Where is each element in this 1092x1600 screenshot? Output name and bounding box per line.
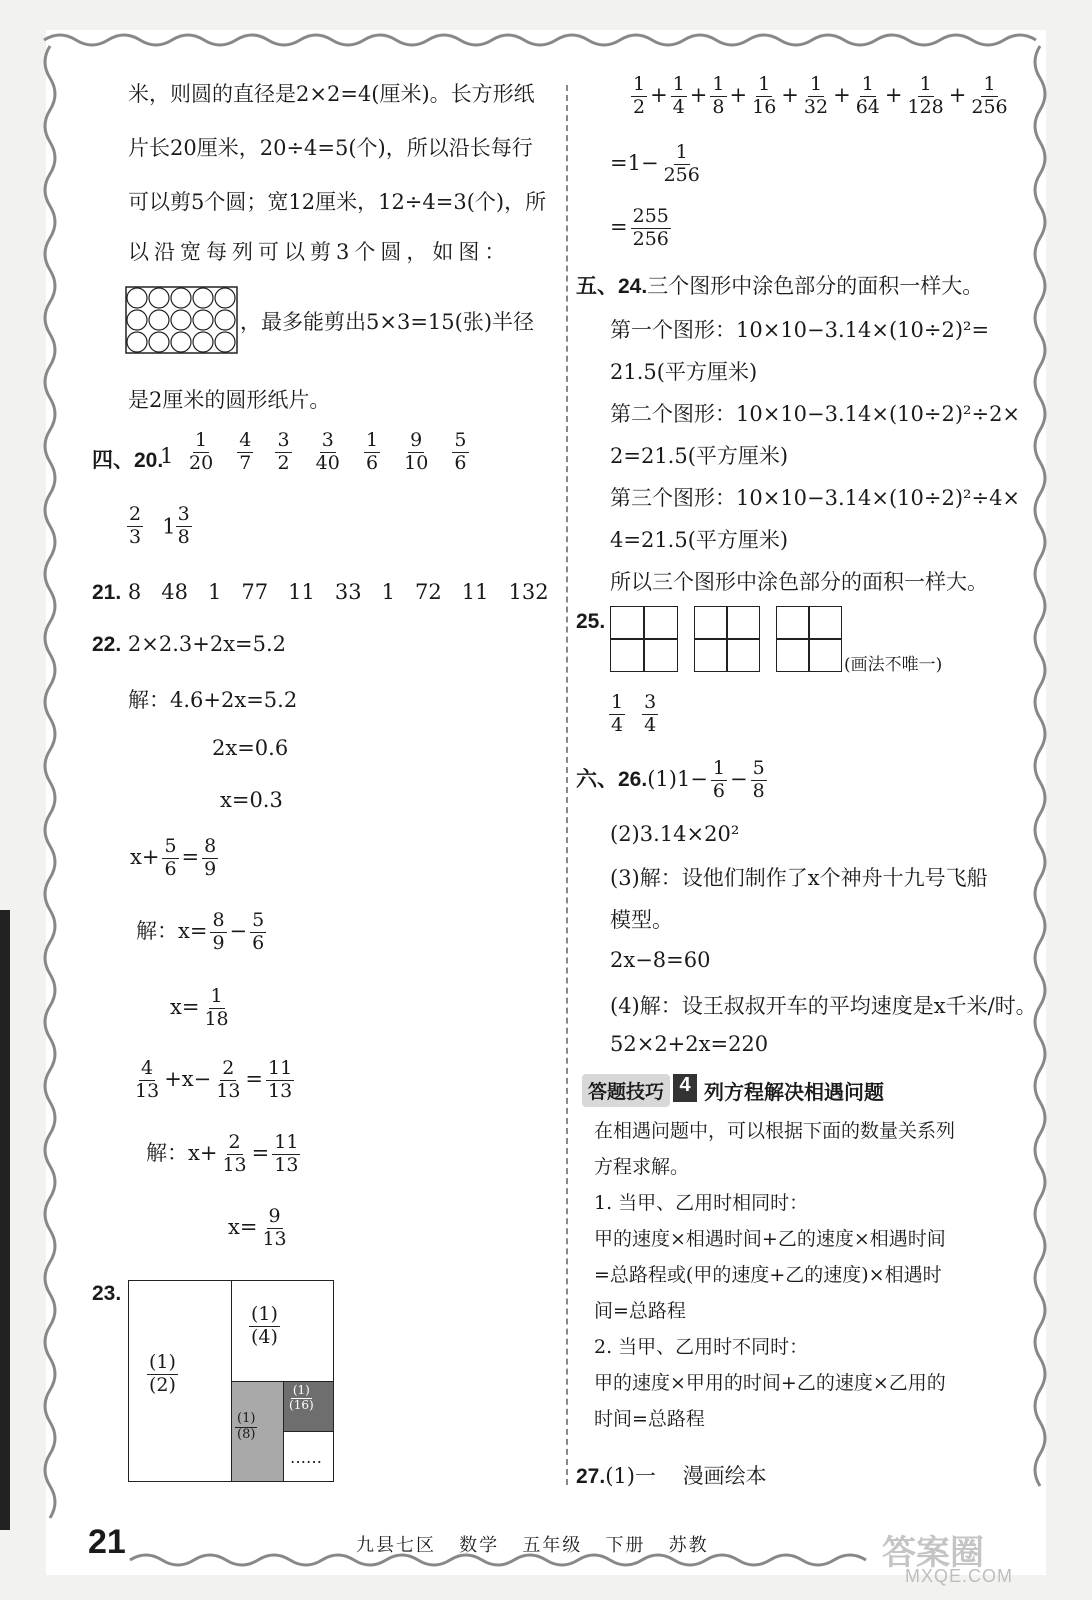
q23-label: 23.: [92, 1282, 122, 1305]
q24-line: 4=21.5(平方厘米): [610, 528, 789, 552]
q26-line: 模型。: [610, 908, 673, 932]
fraction: $\frac{1}{20}$: [189, 429, 214, 474]
circles-diagram: [125, 286, 238, 354]
q22-eq3-step: 解：x+ $\frac{2}{13}$ = $\frac{11}{13}$: [146, 1131, 299, 1176]
tip-title: 列方程解决相遇问题: [704, 1082, 884, 1104]
fraction: $\frac{2}{3}$: [129, 503, 142, 548]
sum-expression: $\frac{1}{2}$ + $\frac{1}{4}$ + $\frac{1}{8}$ + $\frac{1}{16}$ + $\frac{1}{32}$ + $\frac{1}{64}$ + $\frac{1}{128}$ + $\frac{1}{256}$: [633, 73, 1008, 118]
q24-line: 21.5(平方厘米): [610, 360, 758, 384]
q23-sixteenth-label: $\frac{(1)}{(16)}$: [289, 1383, 314, 1412]
q25-answers: $\frac{1}{4}$ $\frac{3}{4}$: [611, 691, 657, 736]
q24-line: 所以三个图形中涂色部分的面积一样大。: [610, 570, 988, 594]
tip-line: 甲的速度×相遇时间+乙的速度×相遇时间: [594, 1228, 946, 1250]
q22-eq3: $\frac{4}{13}$ +x− $\frac{2}{13}$ = $\frac{11}{13}$: [135, 1057, 293, 1102]
q24-line: 第三个图形：10×10−3.14×(10÷2)²÷4×: [610, 486, 1021, 510]
grid-line: [610, 638, 678, 640]
q25-label: 25.: [576, 610, 606, 633]
mixed-whole: 1: [162, 514, 176, 539]
q26-line: 2x−8=60: [610, 948, 711, 972]
tip-line: 间=总路程: [594, 1300, 686, 1322]
q26-line: (3)解：设他们制作了x个神舟十九号飞船: [610, 866, 988, 890]
q26-line: (4)解：设王叔叔开车的平均速度是x千米/时。: [610, 994, 1037, 1018]
tip-label: 答题技巧: [582, 1074, 670, 1107]
tip-line: 时间=总路程: [594, 1408, 705, 1430]
q22-eq3-step: x= $\frac{9}{13}$: [228, 1205, 287, 1250]
tip-number: 4: [673, 1074, 697, 1102]
q22-step: 2x=0.6: [212, 736, 289, 760]
text-line: ，最多能剪出5×3=15(张)半径: [240, 310, 535, 334]
text-line: 米，则圆的直径是2×2=4(厘米)。长方形纸: [128, 82, 535, 106]
fraction: $\frac{4}{7}$: [239, 429, 252, 474]
q21: 21. 8 48 1 77 11 33 1 72 11 132: [92, 580, 549, 604]
q22-eq2-step: 解：x= $\frac{8}{9}$ − $\frac{5}{6}$: [136, 909, 265, 954]
fraction: $\frac{3}{40}$: [315, 429, 340, 474]
sum-step: = $\frac{255}{256}$: [610, 205, 669, 250]
text-line: 片长20厘米，20÷4=5(个)，所以沿长每行: [128, 136, 533, 160]
q22-eq2: x+ $\frac{5}{6}$ = $\frac{8}{9}$: [130, 835, 217, 880]
q20-answers-row2: [124, 504, 195, 549]
q23-quarter-label: $\frac{(​1​)}{(​4​)}$: [251, 1303, 278, 1348]
footer-text: 九县七区 数学 五年级 下册 苏教: [356, 1535, 709, 1556]
tip-line: 在相遇问题中，可以根据下面的数量关系列: [594, 1120, 956, 1142]
q23-half-label: $\frac{(​1​)}{(​2​)}$: [149, 1351, 176, 1396]
q25-note: (画法不唯一): [844, 655, 943, 675]
watermark: 答案圈: [882, 1534, 984, 1572]
fraction: $\frac{1}{6}$: [365, 429, 379, 474]
q27: 27.(1)一 漫画绘本: [576, 1464, 767, 1488]
column-divider: [566, 85, 568, 1485]
q23-eighth-label: $\frac{(1)}{(8)}$: [237, 1411, 256, 1442]
q20-answers: [184, 430, 472, 475]
grid-line: [776, 638, 842, 640]
tip-line: 甲的速度×甲用的时间+乙的速度×乙用的: [594, 1372, 946, 1394]
q20-first: 1: [160, 444, 174, 468]
text-line: 以沿宽每列可以剪3个圆，如图：: [128, 240, 511, 264]
q26-line: (2)3.14×20²: [610, 822, 740, 846]
text-line: 是2厘米的圆形纸片。: [128, 388, 331, 412]
watermark-url: MXQE.COM: [905, 1566, 1014, 1586]
text-line: 可以剪5个圆；宽12厘米，12÷4=3(个)，所: [128, 190, 547, 214]
tip-line: 2. 当甲、乙用时不同时：: [594, 1336, 809, 1358]
q24-line: 2=21.5(平方厘米): [610, 444, 789, 468]
q22-step: 解：4.6+2x=5.2: [128, 688, 298, 712]
grid-line: [694, 638, 760, 640]
sum-step: =1− $\frac{1}{256}$: [610, 141, 700, 186]
q20-label: 四、20.: [92, 449, 164, 472]
q26-line: 52×2+2x=220: [610, 1032, 769, 1056]
q24: 五、24.三个图形中涂色部分的面积一样大。: [576, 274, 984, 298]
tip-line: =总路程或(甲的速度+乙的速度)×相遇时: [594, 1264, 942, 1286]
q22-eq2-step: x= $\frac{1}{18}$: [170, 985, 229, 1030]
q24-line: 第一个图形：10×10−3.14×(10÷2)²=: [610, 318, 990, 342]
q23-dots: ……: [290, 1448, 322, 1467]
q24-line: 第二个图形：10×10−3.14×(10÷2)²÷2×: [610, 402, 1021, 426]
tip-badge: [582, 1074, 722, 1108]
q22: 22. 2×2.3+2x=5.2: [92, 632, 287, 656]
fraction: $\frac{3}{8}$: [177, 503, 190, 548]
fraction: $\frac{3}{2}$: [277, 429, 290, 474]
tip-line: 1. 当甲、乙用时相同时：: [594, 1192, 809, 1214]
q22-step: x=0.3: [220, 788, 283, 812]
tip-line: 方程求解。: [594, 1156, 690, 1178]
q26-1: 六、26.(1)1− $\frac{1}{6}$ − $\frac{5}{8}$: [576, 757, 765, 802]
page-number: 21: [88, 1523, 126, 1561]
fraction: $\frac{9}{10}$: [404, 429, 429, 474]
fraction: $\frac{5}{6}$: [454, 429, 467, 474]
